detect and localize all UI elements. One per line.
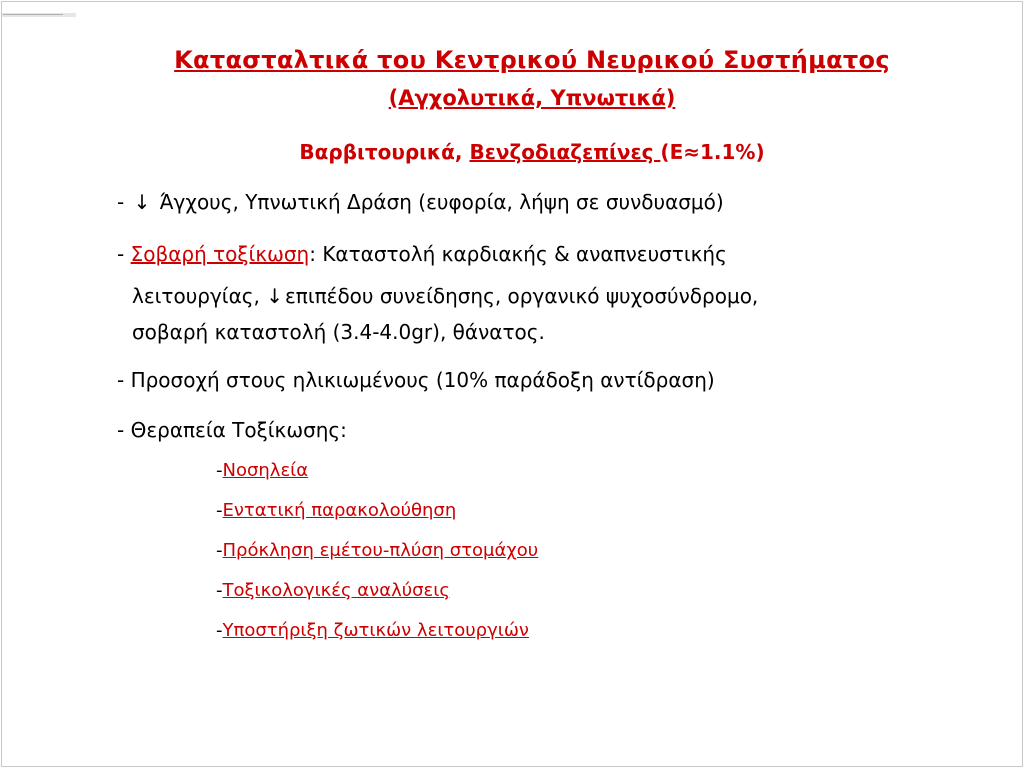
intensive-monitoring-link[interactable]: Εντατική παρακολούθηση	[222, 500, 457, 521]
treatment-item	[216, 580, 450, 601]
bullet-toxicity-line2	[132, 284, 758, 308]
slide	[1, 1, 1023, 767]
item-prefix: -	[216, 580, 223, 601]
drug-class-heading	[132, 140, 932, 164]
hospitalization-link[interactable]: Νοσηλεία	[222, 460, 309, 481]
bullet-text: λειτουργίας,	[132, 284, 267, 308]
bullet-text: επιπέδου συνείδησης, οργανικό ψυχοσύνδρομο,	[284, 284, 759, 308]
bullet-anxiety	[117, 190, 724, 214]
heading-barbiturates: Βαρβιτουρικά,	[299, 140, 470, 164]
down-arrow-icon: ↓	[266, 284, 283, 308]
slide-title: Κατασταλτικά του Κεντρικού Νευρικού Συστήματος	[174, 46, 890, 74]
bullet-toxicity-line3: σοβαρή καταστολή (3.4-4.0gr), θάνατος.	[132, 320, 545, 344]
bullet-treatment: - Θεραπεία Τοξίκωσης:	[117, 418, 347, 442]
heading-percentage: (Ε≈1.1%)	[660, 140, 765, 164]
bullet-prefix: -	[117, 242, 131, 266]
heading-benzodiazepines: Βενζοδιαζεπίνες	[469, 140, 661, 164]
item-prefix: -	[216, 500, 223, 521]
bullet-toxicity	[117, 242, 727, 266]
severe-toxicity-link[interactable]: Σοβαρή τοξίκωση	[130, 242, 310, 266]
bullet-text: : Καταστολή καρδιακής & αναπνευστικής	[309, 242, 727, 266]
treatment-item	[216, 500, 456, 521]
item-prefix: -	[216, 620, 223, 641]
treatment-item	[216, 620, 529, 641]
down-arrow-icon: ↓	[133, 190, 151, 214]
treatment-item	[216, 540, 538, 561]
toxicology-analyses-link[interactable]: Τοξικολογικές αναλύσεις	[222, 580, 450, 601]
corner-thumbnail	[2, 2, 76, 6]
emesis-lavage-link[interactable]: Πρόκληση εμέτου-πλύση στομάχου	[222, 540, 539, 561]
item-prefix: -	[216, 540, 223, 561]
vital-support-link[interactable]: Υποστήριξη ζωτικών λειτουργιών	[222, 620, 529, 641]
slide-subtitle: (Αγχολυτικά, Υπνωτικά)	[388, 86, 676, 110]
bullet-prefix: -	[117, 190, 125, 214]
bullet-elderly: - Προσοχή στους ηλικιωμένους (10% παράδοξη αντίδραση)	[117, 368, 715, 392]
bullet-text: Άγχους, Υπνωτική Δράση (ευφορία, λήψη σε συνδυασμό)	[159, 190, 724, 214]
treatment-item	[216, 460, 308, 481]
item-prefix: -	[216, 460, 223, 481]
